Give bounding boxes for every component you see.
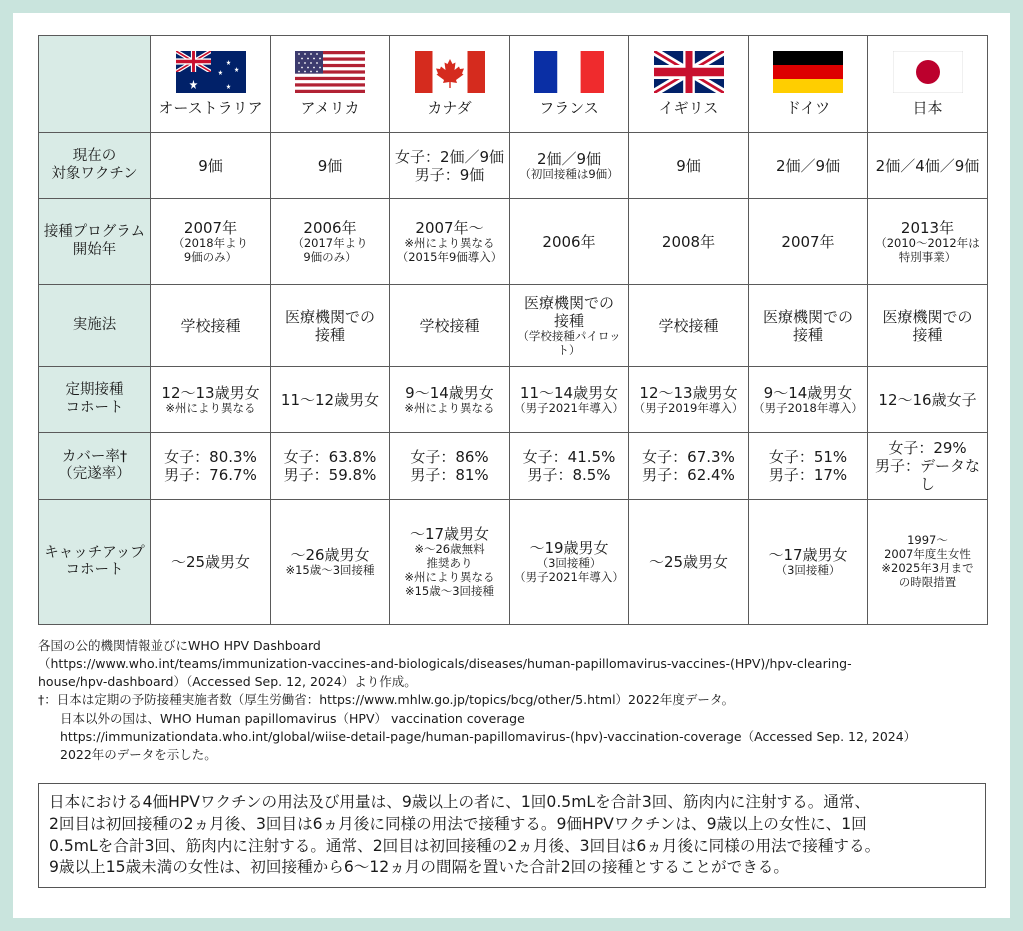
table-cell-method [151,285,271,367]
country-name: 日本 [912,99,943,117]
usa-flag-icon [295,51,365,93]
cell-note-text: ※州により異なる [404,570,495,584]
cell-main-text: 医療機関での [523,293,614,312]
table-cell-catchup [629,500,749,625]
dosage-line: 日本における4価HPVワクチンの用法及び用量は、9歳以上の者に、1回0.5mLを合計3回、筋肉内に注射する。通常、 [49,793,871,811]
dosage-line: 0.5mLを合計3回、筋肉内に注射する。通常、2回目は初回接種の2ヵ月後、3回目は6ヵ月後に同様の用法で接種する。 [49,836,881,855]
cell-main-text: 12～13歳男女 [639,383,738,402]
table-cell-cohort [151,367,271,433]
svg-text:★: ★ [217,68,223,77]
row-header-catchup [39,500,151,625]
country-header-canada [390,36,510,133]
cell-main-text: 9～14歳男女 [405,383,494,402]
table-cell-method [629,285,749,367]
cell-note-text: ※2025年3月まで [881,561,974,575]
corner-cell [39,36,151,133]
cell-note-text: 9価のみ） [183,249,238,264]
table-cell-method [271,285,390,367]
cell-main-text: 2価／9価 [775,156,841,175]
cell-main-text: 9価 [198,156,223,175]
coverage-row [39,433,988,500]
table-cell-coverage [868,433,988,500]
cell-main-text: 学校接種 [419,316,480,335]
table-cell-start [151,199,271,285]
table-cell-coverage [271,433,390,500]
country-name: イギリス [658,99,719,117]
start-year-row [39,199,988,285]
svg-text:★: ★ [188,76,198,93]
cell-note-text: （男子2018年導入） [753,400,863,415]
cell-main-text: 2007年 [781,232,835,251]
row-header-line: 接種プログラム [43,224,146,241]
table-cell-start [510,199,629,285]
cell-main-text: 男子：59.8% [283,466,377,484]
country-name: フランス [539,99,599,117]
cell-main-text: ～19歳男女 [529,539,609,558]
country-header-usa [271,36,390,133]
cell-note-text: （2010～2012年は [875,235,980,250]
source-line: house/hpv-dashboard）（Accessed Sep. 12, 2024）より作成。 [38,674,417,690]
cell-main-text: ～17歳男女 [768,546,848,565]
cell-main-text: 女子：86% [410,448,489,466]
cell-main-text: 女子：67.3% [642,448,735,466]
table-cell-start [390,199,510,285]
country-header-australia [151,36,271,133]
table-cell-catchup [510,500,629,625]
table-cell-catchup [271,500,390,625]
cell-note-text: （男子2019年導入） [633,400,744,415]
table-cell-catchup [390,500,510,625]
cell-main-text: 12～13歳男女 [161,383,260,402]
cell-main-text: 11～12歳男女 [280,390,380,409]
germany-flag-icon [773,51,843,93]
cell-main-text: ～25歳男女 [170,553,251,571]
cell-main-text: 2006年 [542,232,596,251]
cell-main-text: 2価／9価 [536,149,602,168]
cell-main-text: 男子：9価 [414,165,485,184]
cell-main-text: 9価 [317,156,343,175]
table-cell-vaccine [510,133,629,199]
row-header-line: 定期接種 [65,382,124,399]
row-header-line: （完遂率） [58,466,131,482]
cell-note-text: （2018年より [172,235,249,250]
table-cell-cohort [390,367,510,433]
row-header-line: 対象ワクチン [51,165,138,182]
country-header-germany [749,36,868,133]
row-header-line: コホート [65,562,124,578]
cell-note-text: （2017年より [292,235,368,250]
row-header-method [39,285,151,367]
table-cell-method [390,285,510,367]
france-flag-icon [534,51,604,93]
row-header-vaccine [39,133,151,199]
cell-main-text: 男子：8.5% [527,466,611,484]
cell-note-text: ※州により異なる [404,235,495,250]
cell-note-text: （3回接種） [775,563,841,578]
table-cell-vaccine [749,133,868,199]
cell-main-text: 2008年 [661,232,716,251]
table-cell-coverage [151,433,271,500]
hpv-comparison-table [38,35,988,625]
cell-main-text: 接種 [314,325,345,344]
cell-note-text: ※15歳～3回接種 [404,583,495,598]
table-cell-start [868,199,988,285]
cell-main-text: 女子：29% [888,439,967,457]
country-header-uk [629,36,749,133]
table-cell-cohort [510,367,629,433]
cell-note-text: ※州により異なる [165,400,256,415]
cell-main-text: 学校接種 [658,316,719,335]
row-header-line: コホート [65,399,124,416]
country-name: カナダ [427,99,472,117]
cell-main-text: 2007年～ [415,218,484,237]
cell-main-text: 男子：62.4% [642,466,735,484]
source-line: 各国の公的機関情報並びにWHO HPV Dashboard [38,638,321,653]
dagger-note: https://immunizationdata.who.int/global/wiise-detail-page/human-papillomavirus-(hpv)-vaccination-coverage（Accessed Sep. 12, 2024） [60,728,917,744]
canada-flag-icon [415,51,485,93]
country-name: ドイツ [785,99,831,117]
row-header-line: カバー率† [61,448,128,465]
cell-note-text: （学校接種パイロット） [517,328,621,357]
cell-main-text: 接種 [792,325,823,344]
dosage-line: 2回目は初回接種の2ヵ月後、3回目は6ヵ月後に同様の用法で接種する。9価HPVワクチンは、9歳以上の女性に、1回 [49,814,867,833]
cell-note-text: 9価のみ） [303,249,357,264]
table-cell-vaccine [629,133,749,199]
row-header-coverage [39,433,151,500]
table-cell-catchup [868,500,988,625]
svg-text:★: ★ [225,58,231,68]
cell-main-text: ～17歳男女 [409,525,490,544]
cell-main-text: 12～16歳女子 [878,390,977,409]
cell-note-text: （2015年9価導入） [396,249,503,264]
country-header-japan [868,36,988,133]
table-cell-coverage [629,433,749,500]
cell-main-text: 11～14歳男女 [519,383,619,402]
japan-flag-icon [893,51,963,93]
table-cell-method [749,285,868,367]
cell-note-text: （男子2021年導入） [514,570,624,584]
uk-flag-icon [654,51,724,93]
cohort-row [39,367,988,433]
cell-main-text: 男子：81% [410,466,489,484]
table-cell-start [271,199,390,285]
country-header-row [39,36,988,133]
cell-note-text: 1997～ [907,533,948,548]
table-cell-coverage [749,433,868,500]
cell-main-text: ～26歳男女 [290,546,370,565]
method-row [39,285,988,367]
cell-main-text: ～25歳男女 [648,553,729,571]
cell-note-text: （男子2021年導入） [514,400,624,415]
cell-main-text: 男子：17% [768,466,848,484]
dagger-note: †：日本は定期の予防接種実施者数（厚生労働省：https://www.mhlw.go.jp/topics/bcg/other/5.html）2022年度データ。 [38,692,735,708]
table-cell-start [629,199,749,285]
table-cell-cohort [749,367,868,433]
cell-main-text: 2価／4価／9価 [875,156,980,175]
table-cell-vaccine [868,133,988,199]
cell-note-text: 2007年度生女性 [884,547,971,562]
row-header-line: 開始年 [72,241,117,258]
cell-main-text: 2013年 [900,218,955,237]
cell-main-text: 医療機関での [762,307,853,326]
row-header-start-year [39,199,151,285]
dosage-info-box [38,783,986,888]
row-header-line: 実施法 [72,316,117,333]
dosage-line: 9歳以上15歳未満の女性は、初回接種から6～12ヵ月の間隔を置いた合計2回の接種とすることができる。 [49,858,789,877]
cell-main-text: 女子：51% [768,448,848,466]
table-cell-cohort [868,367,988,433]
cell-main-text: 医療機関での [284,307,375,326]
cell-note-text: （初回接種は9価） [519,166,619,181]
table-cell-cohort [629,367,749,433]
cell-note-text: の時限措置 [898,574,957,589]
source-notes [38,637,998,764]
cell-main-text: 医療機関での [882,307,973,326]
table-cell-coverage [510,433,629,500]
cell-note-text: ※～26歳無料 [414,542,485,557]
cell-main-text: 男子：76.7% [164,466,257,484]
cell-main-text: 男子：データなし [874,457,980,493]
table-cell-start [749,199,868,285]
catchup-row [39,500,988,625]
svg-text:★: ★ [233,65,239,75]
cell-main-text: 女子：41.5% [522,448,616,466]
table-cell-vaccine [390,133,510,199]
cell-main-text: 女子：2価／9価 [394,147,505,166]
row-header-cohort [39,367,151,433]
table-cell-vaccine [151,133,271,199]
table-cell-cohort [271,367,390,433]
cell-main-text: 9～14歳男女 [763,383,853,402]
table-cell-coverage [390,433,510,500]
cell-note-text: ※15歳～3回接種 [285,563,375,578]
cell-main-text: 女子：80.3% [164,448,257,466]
dagger-note: 2022年のデータを示した。 [60,746,217,762]
country-name: オーストラリア [158,99,263,117]
australia-flag-icon [176,51,246,93]
cell-main-text: 接種 [912,325,943,344]
table-cell-vaccine [271,133,390,199]
cell-note-text: （3回接種） [536,556,602,571]
country-name: アメリカ [300,99,360,117]
dagger-note: 日本以外の国は、WHO Human papillomavirus（HPV） vaccination coverage [60,710,525,726]
cell-note-text: ※州により異なる [404,400,495,415]
cell-main-text: 2007年 [183,218,238,237]
cell-main-text: 2006年 [303,218,357,237]
cell-main-text: 女子：63.8% [283,448,377,466]
cell-main-text: 学校接種 [180,316,241,335]
cell-note-text: 特別事業） [898,249,957,264]
svg-text:★: ★ [225,82,231,91]
cell-main-text: 接種 [553,311,584,330]
row-header-line: 現在の [72,148,117,165]
cell-main-text: 9価 [676,156,701,175]
vaccine-row [39,133,988,199]
cell-note-text: 推奨あり [426,556,473,571]
source-line: （https://www.who.int/teams/immunization-vaccines-and-biologicals/diseases/human-papillomavirus-vaccines-(HPV)/hpv-clearing- [38,656,852,672]
table-cell-catchup [151,500,271,625]
table-cell-catchup [749,500,868,625]
row-header-line: キャッチアップ [44,544,145,561]
table-cell-method [510,285,629,367]
table-cell-method [868,285,988,367]
country-header-france [510,36,629,133]
